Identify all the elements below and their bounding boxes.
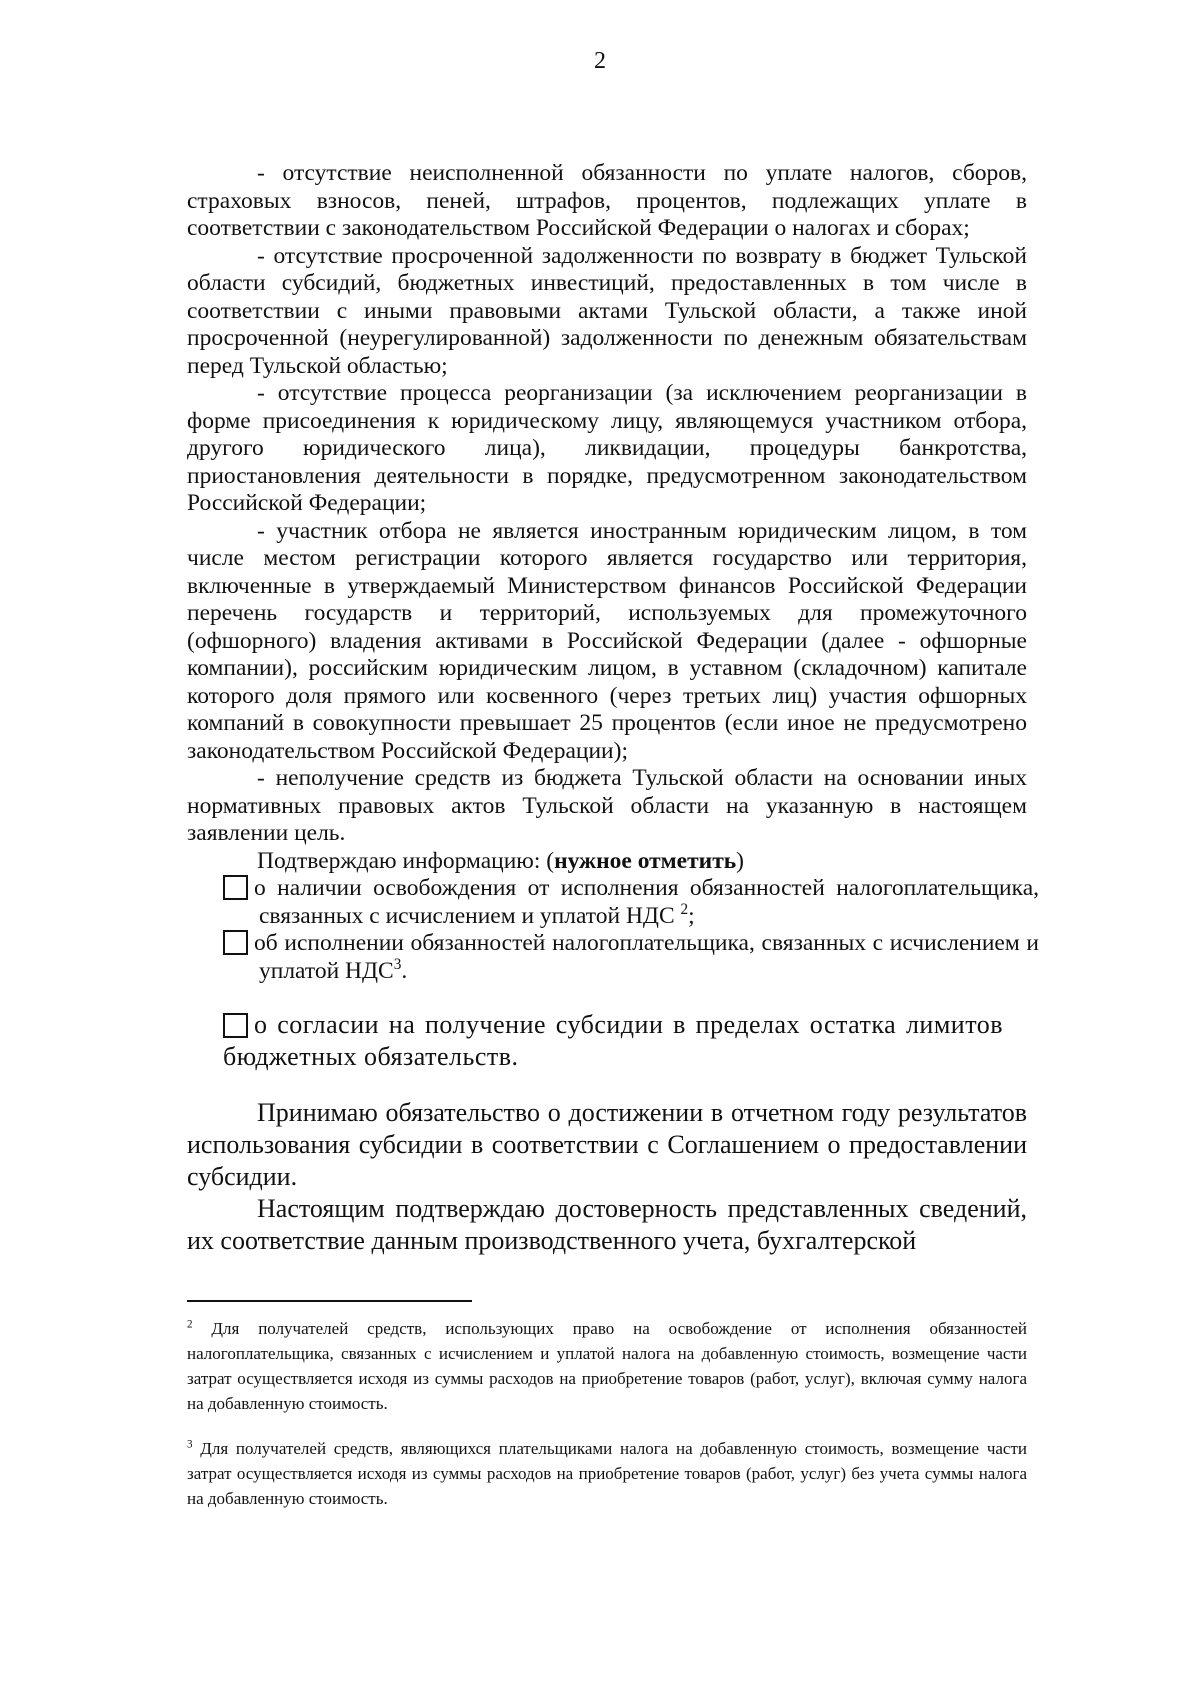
option-consent — [223, 1009, 1003, 1073]
confirm-heading — [187, 848, 1027, 876]
option-vat-payer — [223, 930, 1039, 985]
confirmation-paragraph: Настоящим подтверждаю достоверность представленных сведений, их соответствие данным производственного учета, бухгалтерской — [187, 1194, 1027, 1255]
option-consent-text: о согласии на получение субсидии в пределах остатка лимитов бюджетных обязательств. — [223, 1010, 1003, 1071]
option-vat-payer-text: об исполнении обязанностей налогоплательщика, связанных с исчислением и уплатой НДС — [254, 930, 1039, 984]
confirm-heading-end: ) — [736, 847, 744, 874]
condition-no-other-funds: - неполучение средств из бюджета Тульской области на основании иных нормативных правовых актов Тульской области на указанную в настоящем заявлении цель. — [187, 765, 1027, 846]
footnote-2-text: Для получателей средств, использующих право на освобождение от исполнения обязанностей налогоплательщика, связанных с исчислением и уплатой налога на добавленную стоимость, возмещение части затрат осуществляется исходя из суммы расходов на приобретение товаров (работ, услуг), включая сумму налога на добавленную стоимость. — [187, 1319, 1027, 1413]
vat-payer-checkbox[interactable] — [223, 930, 248, 955]
condition-not-foreign-entity: - участник отбора не является иностранным юридическим лицом, в том числе местом регистрации которого является государство или территория, включенные в утверждаемый Министерством финансов Российской Федерации перечень государств и территорий, используемых для промежуточного (офшорного) владения активами в Российской Федерации (далее - офшорные компании), российским юридическим лицом, в уставном (складочном) капитале которого доля прямого или косвенного (через третьих лиц) участия офшорных компаний в совокупности превышает 25 процентов (если иное не предусмотрено законодательством Российской Федерации); — [187, 517, 1027, 764]
option-vat-exemption-text: о наличии освобождения от исполнения обязанностей налогоплательщика, связанных с исчислением и уплатой НДС — [254, 875, 1039, 929]
footnote-mark-3: 3 — [187, 1438, 193, 1451]
option-vat-exemption-end: ; — [688, 902, 695, 929]
footnote-ref-3: 3 — [393, 955, 402, 973]
condition-no-overdue-debt: - отсутствие просроченной задолженности по возврату в бюджет Тульской области субсидий, бюджетных инвестиций, предоставленных в том числе в соответствии с иными правовыми актами Тульской области, а также иной просроченной (неурегулированной) задолженности по денежным обязательствам перед Тульской областью; — [187, 242, 1027, 379]
footnotes — [187, 1316, 1027, 1531]
commitment-paragraph: Принимаю обязательство о достижении в отчетном году результатов использования субсидии в соответствии с Соглашением о предоставлении субсидии. — [187, 1098, 1027, 1191]
footnote-3-text: Для получателей средств, являющихся плательщиками налога на добавленную стоимость, возмещение части затрат осуществляется исходя из суммы расходов на приобретение товаров (работ, услуг) без учета суммы налога на добавленную стоимость. — [187, 1439, 1027, 1508]
option-vat-payer-end: . — [401, 957, 408, 984]
footnote-ref-2: 2 — [680, 900, 689, 918]
footnote-3 — [187, 1436, 1027, 1511]
page-number: 2 — [594, 48, 606, 74]
option-vat-exemption — [223, 875, 1039, 930]
confirm-heading-bold: нужное отметить — [554, 847, 737, 874]
condition-no-tax-debt: - отсутствие неисполненной обязанности по уплате налогов, сборов, страховых взносов, пеней, штрафов, процентов, подлежащих уплате в соответствии с законодательством Российской Федерации о налогах и сборах; — [187, 160, 1027, 241]
footnote-2 — [187, 1316, 1027, 1416]
consent-checkbox[interactable] — [223, 1013, 248, 1038]
confirm-heading-text: Подтверждаю информацию: ( — [257, 847, 555, 874]
vat-exemption-checkbox[interactable] — [223, 875, 248, 900]
footnote-divider — [187, 1300, 472, 1302]
document-body — [187, 160, 1039, 1257]
condition-no-reorganization: - отсутствие процесса реорганизации (за исключением реорганизации в форме присоединения к юридическому лицу, являющемуся участником отбора, другого юридического лица), ликвидации, процедуры банкротства, приостановления деятельности в порядке, предусмотренном законодательством Российской Федерации; — [187, 380, 1027, 516]
footnote-mark-2: 2 — [187, 1318, 193, 1331]
